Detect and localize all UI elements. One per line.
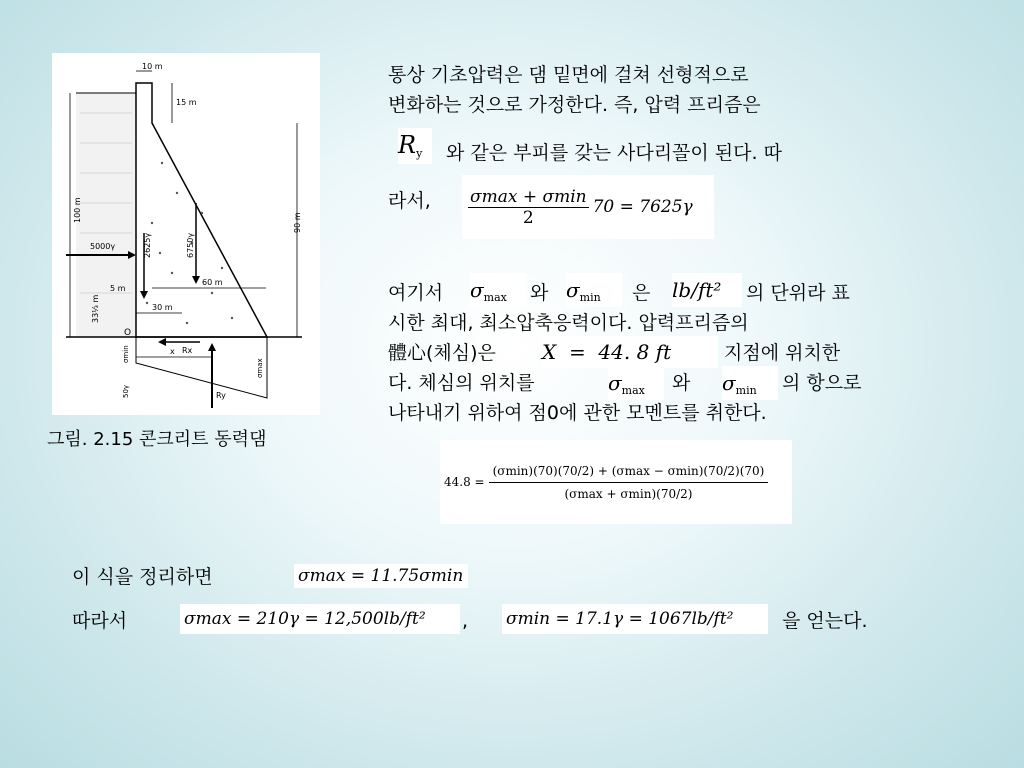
bottom-line2-tail: 을 얻는다. [782, 610, 868, 632]
sigma-min-symbol: $\sigma_{min}$ [566, 273, 622, 307]
label-x: x [170, 347, 175, 356]
equation-sigma-min: σmin = 17.1γ = 1067lb/ft² [502, 604, 768, 634]
label-depth-33: 33⅓ m [91, 294, 100, 323]
label-ry: Ry [216, 391, 226, 400]
para2-line1b: 와 [530, 282, 549, 304]
equation-average-stress: $\frac{\sigma\max + \sigma\min}{2}$ 70 = 7625γ [462, 175, 714, 239]
equation-ratio: σmax = 11.75σmin [294, 564, 468, 588]
dam-figure [52, 53, 320, 415]
para2-line1a: 여기서 [388, 282, 444, 304]
label-top-width: 10 m [142, 62, 163, 71]
label-weight-large: 6750γ [186, 232, 195, 258]
label-sigma-min: σmin [122, 345, 130, 363]
bottom-comma: , [462, 610, 469, 632]
dam-diagram [52, 53, 320, 415]
para2-line5: 나타내기 위하여 점0에 관한 모멘트를 취한다. [388, 402, 767, 424]
label-rx: Rx [182, 346, 193, 355]
sigma-max-symbol: $\sigma_{max}$ [470, 273, 526, 307]
label-uplift: 50γ [122, 384, 130, 398]
label-dist-60: 60 m [202, 278, 223, 287]
para2-line3a: 體心(체심)은 [388, 342, 496, 364]
para2-line2: 시한 최대, 최소압축응력이다. 압력프리즘의 [388, 312, 749, 334]
para1-line1: 통상 기초압력은 댐 밑면에 걸쳐 선형적으로 [388, 64, 749, 86]
label-sigma-max: σmax [256, 358, 264, 378]
para1-line4: 라서, [388, 190, 431, 212]
para2-line1d: 의 단위라 표 [746, 282, 850, 304]
label-crest-height: 15 m [176, 98, 197, 107]
figure-caption: 그림. 2.15 콘크리트 동력댐 [47, 429, 267, 450]
unit-symbol: lb/ft² [672, 273, 742, 307]
para2-line4c: 의 항으로 [782, 372, 862, 394]
label-water-force: 5000γ [90, 242, 116, 251]
bottom-line1-label: 이 식을 정리하면 [72, 566, 213, 588]
label-origin: O [124, 328, 132, 338]
para2-line3b: 지점에 위치한 [724, 342, 841, 364]
sigma-max-symbol-2: $\sigma_{max}$ [608, 366, 664, 400]
para2-line1c: 은 [632, 282, 651, 304]
para2-line4a: 다. 체심의 위치를 [388, 372, 535, 394]
para2-line4b: 와 [672, 372, 691, 394]
ry-symbol: $R_y$ [398, 128, 432, 164]
label-weight-small: 2625γ [143, 232, 152, 258]
para1-line3: 와 같은 부피를 갖는 사다리꼴이 된다. 따 [446, 142, 782, 164]
equation-sigma-max: σmax = 210γ = 12,500lb/ft² [180, 604, 460, 634]
label-dam-height: 90 m [293, 212, 302, 233]
sigma-min-symbol-2: $\sigma_{min}$ [722, 366, 778, 400]
label-depth-5: 5 m [110, 284, 126, 293]
label-dist-30: 30 m [152, 303, 173, 312]
para1-line2: 변화하는 것으로 가정한다. 즉, 압력 프리즘은 [388, 94, 761, 116]
moment-equation: 44.8 = $\frac{(\sigma\min)(70)(70/2) + (\sigma\max - \sigma\min)(70/2)(70)}{(\sigma\max + \sigma\min)(70/2)}$ [440, 440, 792, 524]
label-water-depth: 100 m [73, 197, 82, 223]
bottom-line2-label: 따라서 [72, 610, 128, 632]
centroid-equation: X = 44. 8 ft [542, 336, 718, 368]
